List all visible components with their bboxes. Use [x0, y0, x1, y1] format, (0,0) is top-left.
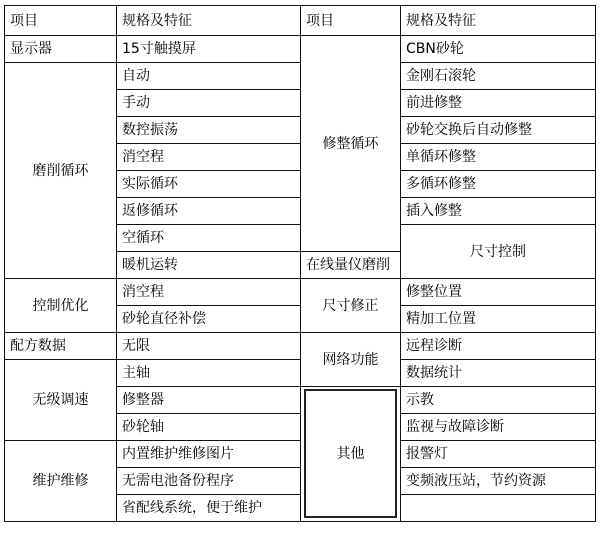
- spec-cell: 返修循环: [117, 198, 301, 225]
- spec-cell: 手动: [117, 90, 301, 117]
- spec-cell: 自动: [117, 63, 301, 90]
- item-grinding-cycle: 磨削循环: [5, 63, 117, 279]
- header-item-right: 项目: [301, 6, 401, 36]
- header-spec-right: 规格及特征: [401, 6, 596, 36]
- spec-cell: 精加工位置: [401, 306, 596, 333]
- spec-cell-empty: [401, 495, 596, 522]
- spec-cell: 多循环修整: [401, 171, 596, 198]
- item-dress-cycle: 修整循环: [301, 36, 401, 252]
- spec-cell: 修整器: [117, 387, 301, 414]
- spec-cell: 无限: [117, 333, 301, 360]
- table-row: [5, 279, 596, 306]
- spec-table: [4, 5, 596, 522]
- spec-cell: 实际循环: [117, 171, 301, 198]
- spec-cell: 数据统计: [401, 360, 596, 387]
- table-row: [5, 333, 596, 360]
- spec-cell: 砂轮直径补偿: [117, 306, 301, 333]
- spec-cell: 监视与故障诊断: [401, 414, 596, 441]
- header-row: [5, 6, 596, 36]
- table-row: [5, 36, 596, 63]
- spec-cell: 消空程: [117, 279, 301, 306]
- item-display: 显示器: [5, 36, 117, 63]
- spec-cell: 暖机运转: [117, 252, 301, 279]
- item-maintenance: 维护维修: [5, 441, 117, 522]
- spec-cell: 空循环: [117, 225, 301, 252]
- spec-cell: 报警灯: [401, 441, 596, 468]
- spec-cell: 远程诊断: [401, 333, 596, 360]
- table-row: [5, 63, 596, 90]
- spec-cell: 在线量仪磨削: [301, 252, 401, 279]
- spec-cell: 前进修整: [401, 90, 596, 117]
- item-other: 其他: [301, 387, 401, 522]
- spec-cell: 数控振荡: [117, 117, 301, 144]
- spec-cell: 单循环修整: [401, 144, 596, 171]
- spec-cell: 主轴: [117, 360, 301, 387]
- spec-cell: 消空程: [117, 144, 301, 171]
- item-recipe: 配方数据: [5, 333, 117, 360]
- spec-cell: 插入修整: [401, 198, 596, 225]
- item-stepless: 无级调速: [5, 360, 117, 441]
- spec-cell: CBN砂轮: [401, 36, 596, 63]
- spec-cell: 金刚石滚轮: [401, 63, 596, 90]
- table-row: [5, 360, 596, 387]
- spec-cell: 省配线系统，便于维护: [117, 495, 301, 522]
- item-size-control: 尺寸控制: [401, 225, 596, 279]
- header-item-left: 项目: [5, 6, 117, 36]
- item-size-correct: 尺寸修正: [301, 279, 401, 333]
- spec-cell: 修整位置: [401, 279, 596, 306]
- spec-cell: 无需电池备份程序: [117, 468, 301, 495]
- item-control-opt: 控制优化: [5, 279, 117, 333]
- spec-cell: 砂轮轴: [117, 414, 301, 441]
- spec-cell: 变频液压站，节约资源: [401, 468, 596, 495]
- spec-cell: 15寸触摸屏: [117, 36, 301, 63]
- spec-cell: 示教: [401, 387, 596, 414]
- item-network: 网络功能: [301, 333, 401, 387]
- spec-cell: 内置维护维修图片: [117, 441, 301, 468]
- header-spec-left: 规格及特征: [117, 6, 301, 36]
- spec-cell: 砂轮交换后自动修整: [401, 117, 596, 144]
